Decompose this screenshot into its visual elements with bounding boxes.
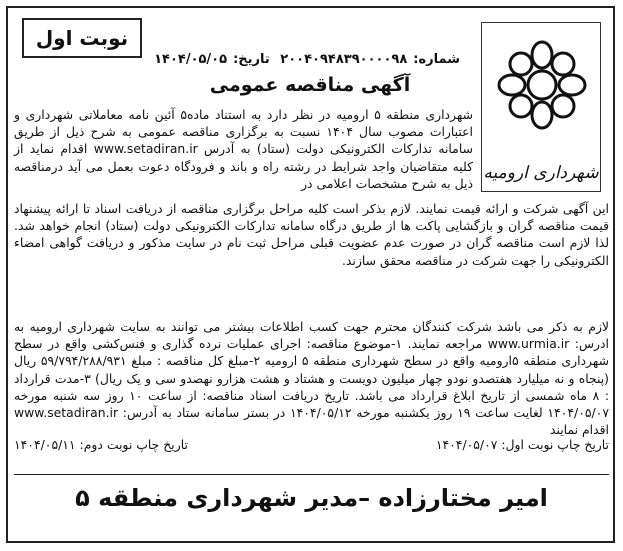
body-paragraph-3-text: لازم به ذکر می باشد شرکت کنندگان محترم جهت کسب اطلاعات بیشتر می توانند به سایت شهرداری ارومیه به ادرس: www.urmia.ir مراجعه نمایند. ۱-موضوع مناقصه: اجرای عملیات نرده گذاری و فنس‌کشی واقع در سطح شهرداری منطقه ۵ارومیه واقع در سطح شهرداری منطقه ۵ ارومیه ۲-مبلغ کل مناقصه : مبلغ ۵۹/۷۹۴/۲۸۸/۹۳۱ ریال (پنجاه و نه میلیارد هفتصدو نودو چهار میلیون دویست و هشتاد و هشت هزارو نهصدو سی و یک ریال) ۳-مدت قرارداد : ۸ ماه شمسی از تاریخ ابلاغ قرارداد می باشد.: [14, 319, 609, 403]
body-paragraph-2: این آگهی شرکت و ارائه قیمت نمایند. لازم بذکر است کلیه مراحل برگزاری مناقصه از دریافت اسناد تا ارائه پیشنهاد قیمت مناقصه گران و بازگشایی پاکت ها از طریق درگاه سامانه تدارکات الکترونیکی دولت (ستاد) انجام خواهد شد. لذا لازم است مناقصه گران در صورت عدم عضویت قبلی مراحل ثبت نام در سایت مذکور و دریافت گواهی امضاء الکترونیکی را جهت شرکت در مناقصه محقق سازند.: [14, 201, 609, 268]
first-print-date: تاریخ چاپ نوبت اول: ۱۴۰۴/۰۵/۰۷: [435, 437, 609, 452]
flower-emblem-icon: [494, 37, 590, 133]
logo-caption: شهرداری ارومیه: [483, 163, 599, 183]
nobat-label: نوبت اول: [35, 26, 129, 50]
footer-divider: [14, 474, 609, 475]
number-value: ۲۰۰۴۰۹۴۸۳۹۰۰۰۰۹۸: [280, 52, 408, 67]
nobat-badge: [22, 18, 142, 58]
date-value: ۱۴۰۴/۰۵/۰۵: [154, 52, 228, 67]
notice-heading: آگهی مناقصه عمومی: [209, 74, 411, 96]
number-label: شماره:: [413, 52, 460, 67]
date-label: تاریخ:: [233, 52, 270, 67]
print-dates: [14, 436, 609, 453]
body-paragraph-1: شهرداری منطقه ۵ ارومیه در نظر دارد به استناد ماده۵ آئین نامه معاملاتی شهرداری و اعتبارات مصوب سال ۱۴۰۴ نسبت به برگزاری مناقصه عمومی به شرح ذیل از طریق سامانه تدارکات الکترونیکی دولت (ستاد) به آدرس www.setadiran.ir اقدام نماید از کلیه متقاضیان واجد شرایط در رشته راه و باند و فرودگاه دعوت بعمل می آید درمناقصه ذیل به شرح مشخصات اعلامی در: [14, 107, 473, 191]
signature: امیر مختارزاده –مدیر شهرداری منطقه ۵: [75, 484, 548, 512]
body-paragraph-3: [14, 318, 609, 438]
second-print-date: تاریخ چاپ نوبت دوم: ۱۴۰۴/۰۵/۱۱: [14, 437, 188, 452]
municipality-logo: [481, 22, 601, 192]
notice-meta: [150, 52, 460, 67]
body-paragraph-4-text: تاریخ دریافت اسناد مناقصه: از ساعت ۱۰ روز سه شنبه مورخه ۱۴۰۴/۰۵/۰۷ لغایت ساعت ۱۹ روز یکشنبه مورخه ۱۴۰۴/۰۵/۱۲ در بستر سامانه ستاد به آدرس: www.setadiran.ir اقدام نمایند: [14, 387, 609, 438]
